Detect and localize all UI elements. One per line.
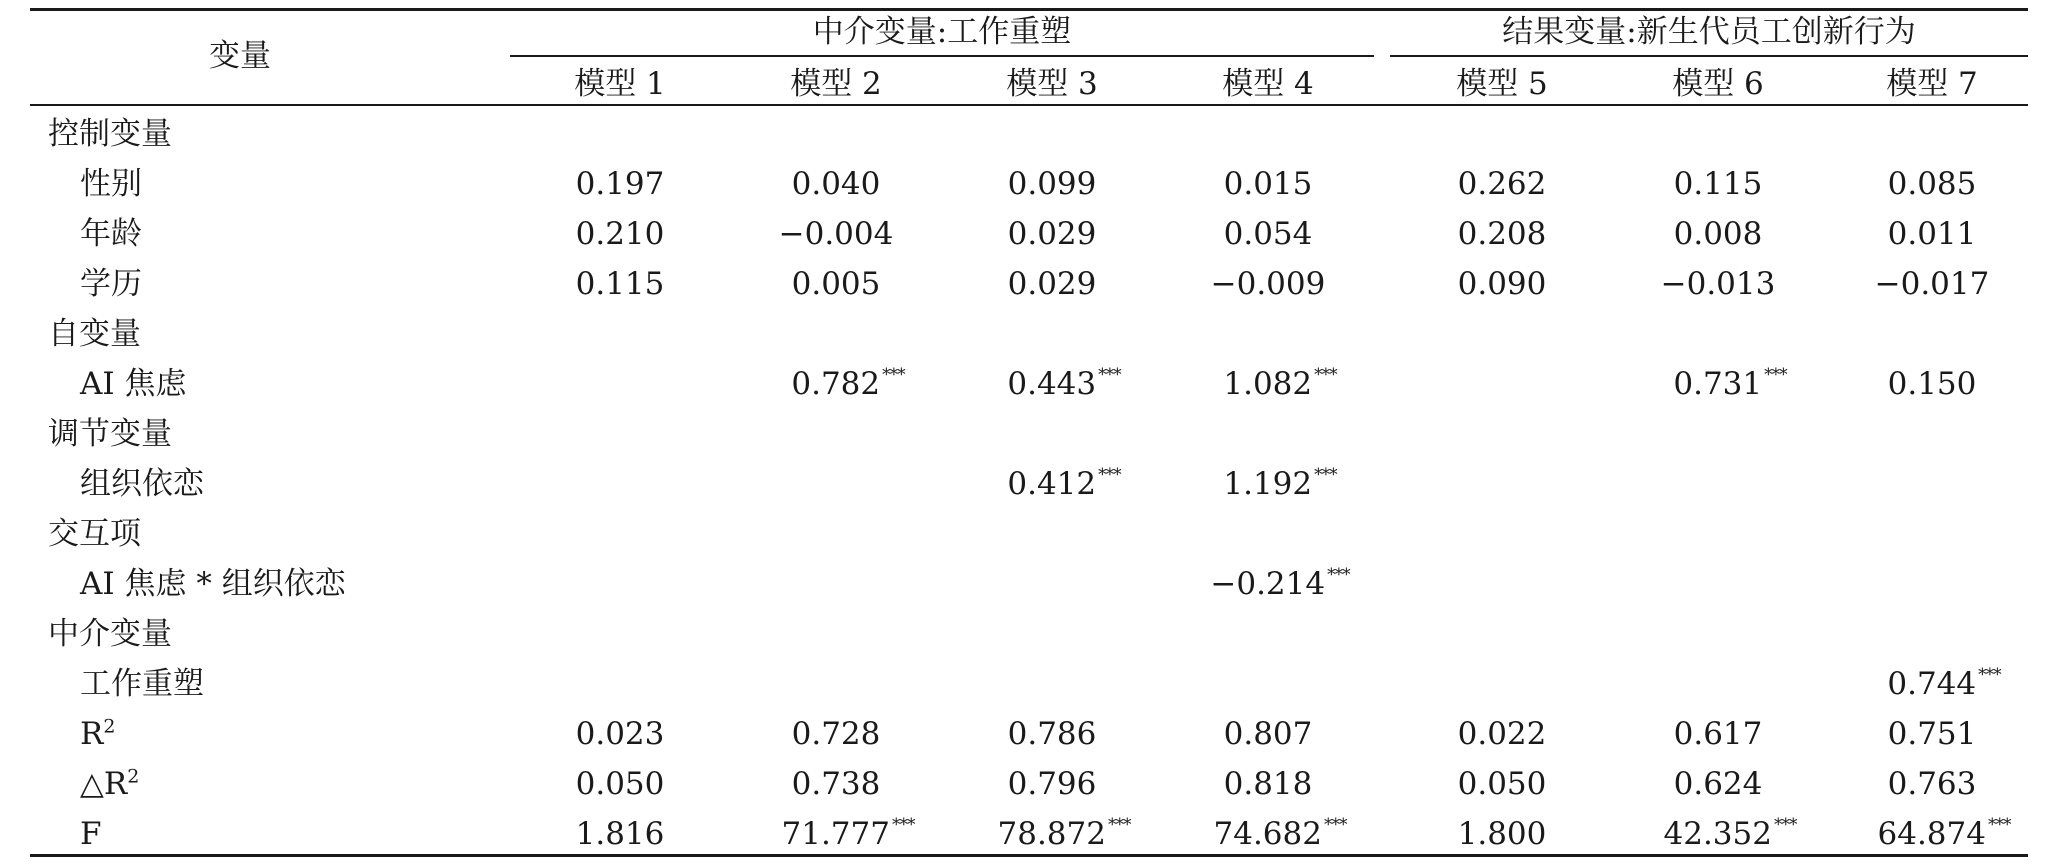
- header-model-4: 模型 4: [1222, 66, 1314, 102]
- significance-stars: ***: [1314, 465, 1337, 485]
- coefficient-cell: [1859, 816, 2029, 857]
- header-model-1: 模型 1: [574, 66, 666, 102]
- row-label-text: 自变量: [48, 316, 141, 352]
- row-label-text: 学历: [80, 266, 142, 302]
- significance-stars: ***: [1978, 665, 2001, 685]
- row-label: [80, 266, 142, 302]
- significance-stars: ***: [882, 365, 905, 385]
- coefficient-value: 0.115: [575, 266, 665, 302]
- coefficient-cell: [1847, 716, 2017, 752]
- group2-rule: [1390, 55, 2028, 57]
- row-label: [80, 766, 139, 802]
- coefficient-value: 1.082: [1223, 366, 1313, 402]
- superscript: 2: [103, 715, 116, 738]
- section-label: [48, 116, 172, 152]
- header-group-mediator: 中介变量:工作重塑: [812, 14, 1072, 50]
- coefficient-value: 0.624: [1673, 766, 1763, 802]
- regression-table: [30, 8, 2028, 858]
- significance-stars: ***: [891, 815, 915, 835]
- coefficient-value: 0.008: [1673, 216, 1763, 252]
- coefficient-cell: [1633, 766, 1803, 802]
- significance-stars: ***: [1987, 815, 2011, 835]
- coefficient-value: 0.728: [791, 716, 881, 752]
- superscript: 2: [127, 765, 140, 788]
- coefficient-cell: [751, 766, 921, 802]
- row-label-text: 中介变量: [48, 616, 172, 652]
- row-label-text: 年龄: [80, 216, 142, 252]
- coefficient-cell: [979, 466, 1149, 507]
- header-variable: 变量: [209, 38, 271, 74]
- row-label-text: AI 焦虑: [80, 366, 187, 402]
- header-model-5: 模型 5: [1456, 66, 1548, 102]
- coefficient-value: 0.090: [1457, 266, 1547, 302]
- coefficient-value: 0.796: [1007, 766, 1097, 802]
- coefficient-cell: [1417, 816, 1587, 852]
- coefficient-cell: [1847, 216, 2017, 252]
- coefficient-value: 0.443: [1007, 366, 1097, 402]
- coefficient-cell: [1183, 716, 1353, 752]
- coefficient-cell: [535, 816, 705, 852]
- coefficient-cell: [1183, 266, 1353, 302]
- coefficient-value: 0.731: [1673, 366, 1763, 402]
- coefficient-value: 0.818: [1223, 766, 1313, 802]
- coefficient-cell: [1183, 766, 1353, 802]
- row-label: [80, 816, 102, 852]
- significance-stars: ***: [1098, 465, 1121, 485]
- row-label-text: 交互项: [48, 516, 141, 552]
- coefficient-value: 0.786: [1007, 716, 1097, 752]
- coefficient-value: 0.115: [1673, 166, 1763, 202]
- coefficient-cell: [751, 716, 921, 752]
- coefficient-cell: [1847, 766, 2017, 802]
- coefficient-value: 0.262: [1457, 166, 1547, 202]
- row-label: [80, 166, 142, 202]
- row-label-text: 组织依恋: [80, 466, 204, 502]
- coefficient-value: 1.192: [1223, 466, 1313, 502]
- coefficient-cell: [967, 216, 1137, 252]
- coefficient-cell: [1645, 816, 1815, 857]
- row-label-text: 控制变量: [48, 116, 172, 152]
- coefficient-value: 0.210: [575, 216, 665, 252]
- group1-rule: [510, 55, 1374, 57]
- coefficient-value: 0.763: [1887, 766, 1977, 802]
- coefficient-cell: [1633, 216, 1803, 252]
- coefficient-cell: [535, 716, 705, 752]
- row-label-text: F: [80, 816, 102, 852]
- significance-stars: ***: [1107, 815, 1131, 835]
- coefficient-value: 74.682: [1213, 816, 1322, 852]
- row-label-text: 性别: [80, 166, 142, 202]
- coefficient-cell: [1195, 816, 1365, 857]
- coefficient-cell: [763, 366, 933, 407]
- coefficient-cell: [1417, 166, 1587, 202]
- coefficient-value: 0.738: [791, 766, 881, 802]
- coefficient-cell: [979, 816, 1149, 857]
- coefficient-value: 42.352: [1663, 816, 1772, 852]
- header-model-2: 模型 2: [790, 66, 882, 102]
- coefficient-cell: [751, 216, 921, 252]
- coefficient-cell: [535, 266, 705, 302]
- coefficient-value: 0.029: [1007, 216, 1097, 252]
- section-label: [48, 316, 141, 352]
- coefficient-value: 64.874: [1877, 816, 1986, 852]
- section-label: [48, 416, 172, 452]
- coefficient-cell: [1417, 216, 1587, 252]
- row-label-text: AI 焦虑 * 组织依恋: [80, 566, 346, 602]
- coefficient-value: 0.751: [1887, 716, 1977, 752]
- coefficient-cell: [1847, 266, 2017, 302]
- coefficient-value: 0.040: [791, 166, 881, 202]
- coefficient-value: −0.009: [1210, 266, 1326, 302]
- coefficient-value: 0.023: [575, 716, 665, 752]
- coefficient-cell: [535, 166, 705, 202]
- row-label: [80, 566, 346, 602]
- row-label: [80, 366, 187, 402]
- coefficient-value: −0.013: [1660, 266, 1776, 302]
- section-label: [48, 516, 141, 552]
- coefficient-value: 0.744: [1887, 666, 1977, 702]
- coefficient-cell: [1417, 716, 1587, 752]
- coefficient-value: 0.015: [1223, 166, 1313, 202]
- coefficient-value: 0.099: [1007, 166, 1097, 202]
- section-label: [48, 616, 172, 652]
- coefficient-value: 0.050: [575, 766, 665, 802]
- coefficient-cell: [751, 266, 921, 302]
- coefficient-cell: [1417, 766, 1587, 802]
- coefficient-value: 0.150: [1887, 366, 1977, 402]
- significance-stars: ***: [1314, 365, 1337, 385]
- coefficient-cell: [967, 266, 1137, 302]
- coefficient-cell: [1195, 566, 1365, 607]
- coefficient-value: 0.412: [1007, 466, 1097, 502]
- coefficient-value: 0.617: [1673, 716, 1763, 752]
- significance-stars: ***: [1098, 365, 1121, 385]
- header-group-outcome: 结果变量:新生代员工创新行为: [1502, 14, 1916, 50]
- coefficient-cell: [1633, 166, 1803, 202]
- coefficient-value: 0.054: [1223, 216, 1313, 252]
- row-label-text: 调节变量: [48, 416, 172, 452]
- coefficient-value: 0.011: [1887, 216, 1977, 252]
- coefficient-cell: [1195, 466, 1365, 507]
- row-label: [80, 666, 204, 702]
- coefficient-value: −0.017: [1874, 266, 1990, 302]
- coefficient-cell: [1847, 166, 2017, 202]
- row-label-text: 工作重塑: [80, 666, 204, 702]
- coefficient-value: −0.004: [778, 216, 894, 252]
- coefficient-cell: [1633, 716, 1803, 752]
- coefficient-value: −0.214: [1210, 566, 1326, 602]
- coefficient-value: 0.029: [1007, 266, 1097, 302]
- coefficient-value: 0.208: [1457, 216, 1547, 252]
- row-label-text: △R: [80, 766, 128, 802]
- coefficient-value: 0.022: [1457, 716, 1547, 752]
- top-rule: [30, 8, 2028, 11]
- header-model-6: 模型 6: [1672, 66, 1764, 102]
- significance-stars: ***: [1327, 565, 1350, 585]
- significance-stars: ***: [1773, 815, 1797, 835]
- significance-stars: ***: [1764, 365, 1787, 385]
- coefficient-cell: [1183, 216, 1353, 252]
- coefficient-value: 0.782: [791, 366, 881, 402]
- coefficient-cell: [1633, 266, 1803, 302]
- coefficient-value: 78.872: [997, 816, 1106, 852]
- coefficient-value: 1.816: [575, 816, 665, 852]
- header-model-3: 模型 3: [1006, 66, 1098, 102]
- coefficient-cell: [1859, 666, 2029, 707]
- header-model-7: 模型 7: [1886, 66, 1978, 102]
- coefficient-value: 0.807: [1223, 716, 1313, 752]
- coefficient-value: 71.777: [781, 816, 890, 852]
- header-rule: [30, 104, 2028, 106]
- coefficient-cell: [1417, 266, 1587, 302]
- coefficient-cell: [1183, 166, 1353, 202]
- row-label: [80, 716, 115, 752]
- row-label-text: R: [80, 716, 104, 752]
- coefficient-cell: [967, 716, 1137, 752]
- coefficient-cell: [751, 166, 921, 202]
- coefficient-cell: [1847, 366, 2017, 402]
- coefficient-cell: [1195, 366, 1365, 407]
- row-label: [80, 216, 142, 252]
- significance-stars: ***: [1323, 815, 1347, 835]
- coefficient-cell: [1645, 366, 1815, 407]
- coefficient-value: 1.800: [1457, 816, 1547, 852]
- row-label: [80, 466, 204, 502]
- coefficient-cell: [967, 166, 1137, 202]
- coefficient-value: 0.005: [791, 266, 881, 302]
- coefficient-value: 0.085: [1887, 166, 1977, 202]
- coefficient-cell: [979, 366, 1149, 407]
- coefficient-cell: [763, 816, 933, 857]
- coefficient-cell: [967, 766, 1137, 802]
- coefficient-value: 0.050: [1457, 766, 1547, 802]
- coefficient-value: 0.197: [575, 166, 665, 202]
- coefficient-cell: [535, 216, 705, 252]
- coefficient-cell: [535, 766, 705, 802]
